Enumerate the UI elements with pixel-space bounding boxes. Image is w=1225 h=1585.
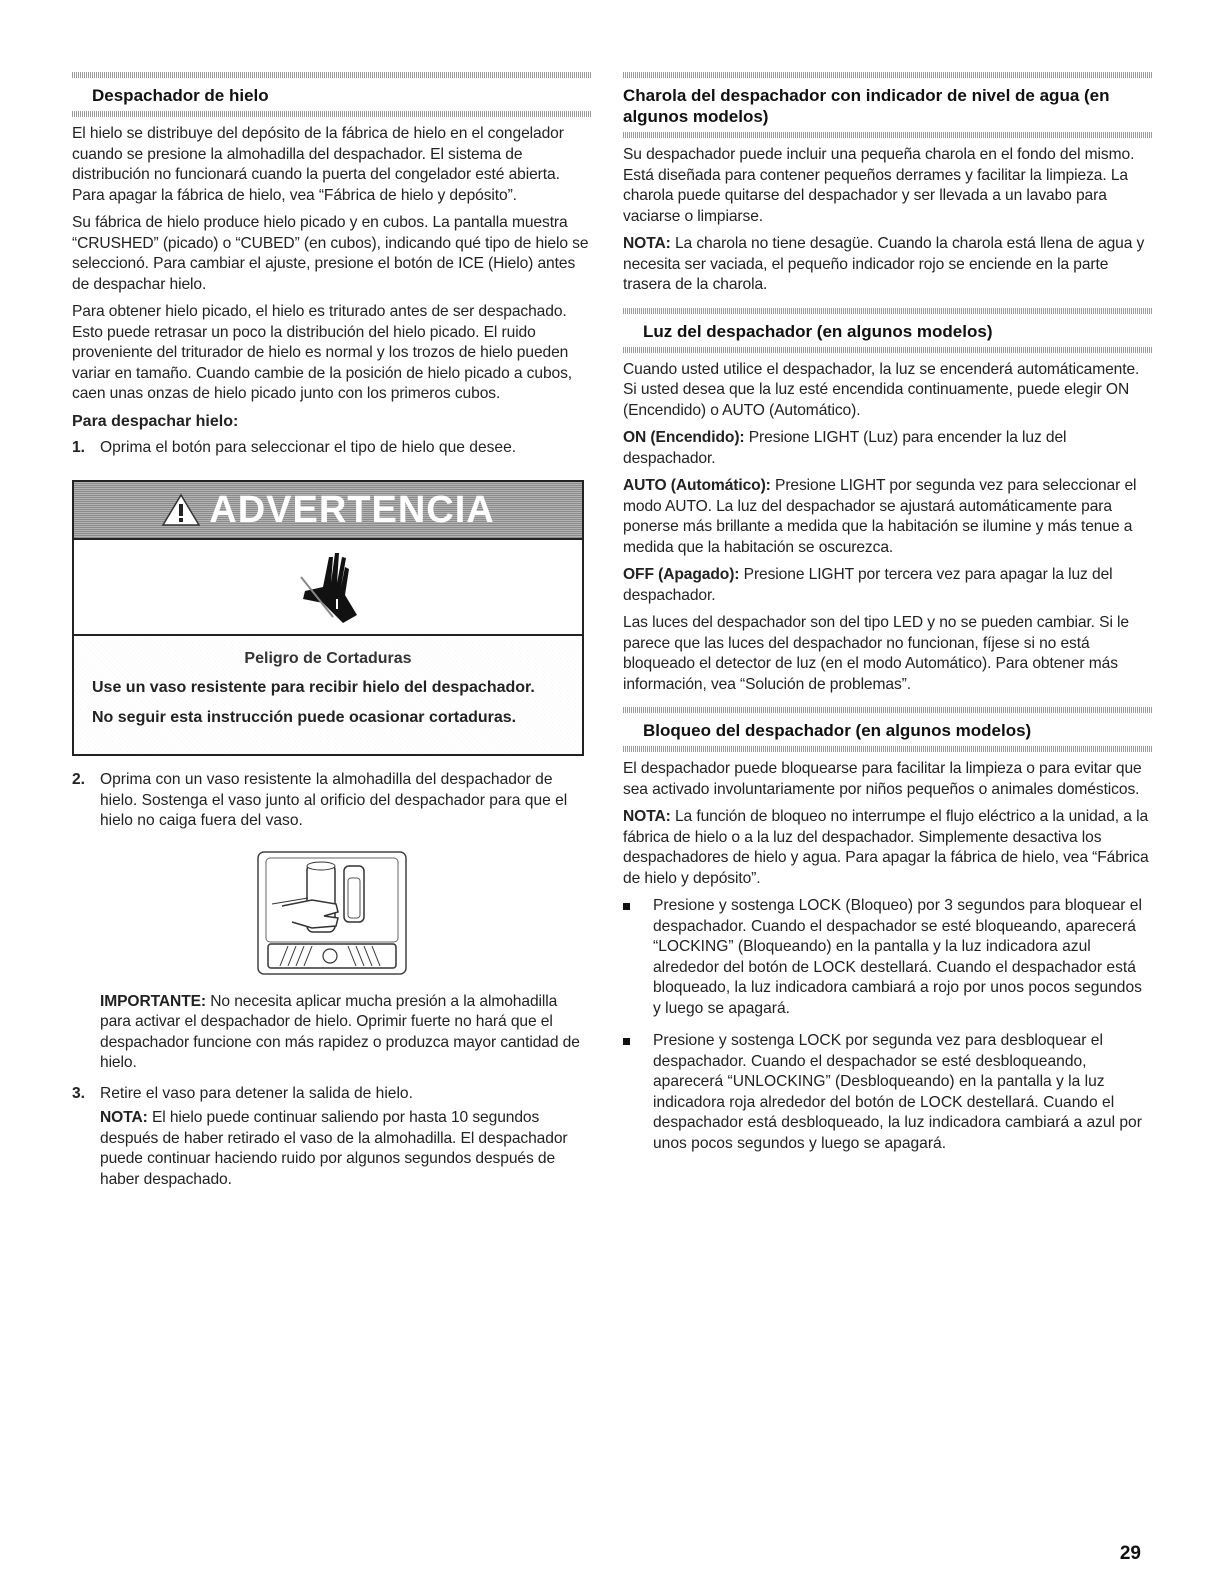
note-text: El hielo puede continuar saliendo por hasta 10 segundos después de haber retirado el vaso de la almohadilla. El despachador puede continuar haciendo ruido por algunos segundos después de haber despachado.: [100, 1109, 568, 1188]
subhead-dispense-ice: Para despachar hielo:: [72, 412, 239, 430]
step-number: 2.: [72, 771, 86, 788]
section-title-tray: Charola del despachador con indicador de nivel de agua (en algunos modelos): [623, 86, 1110, 126]
mode-text: Presione LIGHT (Luz) para encender la luz del despachador.: [623, 429, 1067, 467]
paragraph: Para obtener hielo picado, el hielo es triturado antes de ser despachado. Esto puede retrasar un poco la distribución del hielo picado. El ruido proveniente del triturador de hielo es normal y los trozos de hielo pueden variar en tamaño. Cuando cambie de la posición de hielo picado a cubos, caen unas onzas de hielo picado junto con los primeros cubos.: [72, 303, 573, 402]
mode-label: OFF (Apagado):: [623, 566, 740, 583]
note-text: La función de bloqueo no interrumpe el flujo eléctrico a la unidad, a la fábrica de hielo o a la luz del despachador. Simplemente desactiva los despachadores de hielo y agua. Para apagar la fábrica de hielo, vea “Fábrica de hielo y depósito”.: [623, 808, 1149, 887]
warning-box: [72, 480, 584, 756]
list-item-text: Presione y sostenga LOCK (Bloqueo) por 3 segundos para bloquear el despachador. Cuando el despachador se esté bloqueando, aparecerá “LOCKING” (Bloqueando) en la pantalla y la luz indicadora azul alrededor del botón de LOCK destellará. Cuando el despachador está bloqueado, la luz indicadora cambiará a rojo por unos pocos segundos y luego se apagará.: [653, 897, 1142, 1017]
warning-pictogram: [74, 540, 582, 636]
lock-note: [623, 807, 1153, 889]
step-2: [72, 770, 592, 832]
cut-hand-icon: [293, 547, 363, 627]
step-1: [72, 438, 592, 459]
section-title-ice-dispenser: Despachador de hielo: [92, 86, 269, 105]
bullet-icon: [623, 903, 630, 910]
section-header: [72, 85, 592, 106]
divider: [72, 111, 592, 117]
step-text: Oprima el botón para seleccionar el tipo de hielo que desee.: [100, 438, 517, 456]
important-note: [72, 992, 592, 1074]
step-number: 1.: [72, 438, 86, 456]
list-item-text: Presione y sostenga LOCK por segunda vez para desbloquear el despachador. Cuando el despachador se esté desbloqueando, aparecerá “UNLOCKING” (Desbloqueando) en la pantalla y la luz indicadora roja alrededor del botón de LOCK destellará. Cuando el despachador está desbloqueado, la luz indicadora cambiará a azul por unos pocos segundos y luego se apagará.: [653, 1032, 1142, 1152]
note-label: NOTA:: [100, 1109, 148, 1126]
divider: [623, 132, 1153, 138]
step-text: Retire el vaso para detener la salida de hielo.: [100, 1084, 413, 1102]
divider: [623, 746, 1153, 752]
paragraph: Las luces del despachador son del tipo LED y no se pueden cambiar. Si le parece que las luces del despachador no funcionan, fíjese si no está bloqueado el detector de luz (en el modo Automático). Para obtener más información, vea “Solución de problemas”.: [623, 614, 1129, 693]
section-header: [623, 85, 1153, 127]
step-number: 3.: [72, 1084, 86, 1102]
note-text: La charola no tiene desagüe. Cuando la charola está llena de agua y necesita ser vaciada, el pequeño indicador rojo se enciende en la parte trasera de la charola.: [623, 235, 1145, 293]
paragraph: El despachador puede bloquearse para facilitar la limpieza o para evitar que sea activado involuntariamente por niños pequeños o animales domésticos.: [623, 760, 1142, 798]
divider: [623, 707, 1153, 713]
warning-header: [74, 482, 582, 540]
divider: [623, 347, 1153, 353]
light-off-mode: [623, 565, 1153, 606]
light-auto-mode: [623, 476, 1153, 558]
section-header: [623, 321, 1153, 342]
paragraph: El hielo se distribuye del depósito de la fábrica de hielo en el congelador cuando se presione la almohadilla del despachador. El sistema de distribución no funcionará cuando la puerta del congelador esté abierta. Para apagar la fábrica de hielo, vea “Fábrica de hielo y depósito”.: [72, 125, 564, 204]
divider: [72, 72, 592, 78]
step-3-note: [72, 1108, 592, 1190]
left-column: [72, 72, 592, 1190]
warning-title: ADVERTENCIA: [209, 488, 495, 531]
mode-label: ON (Encendido):: [623, 429, 745, 446]
section-header: [623, 720, 1153, 741]
list-item: [623, 896, 1153, 1019]
paragraph: Su fábrica de hielo produce hielo picado y en cubos. La pantalla muestra “CRUSHED” (picado) o “CUBED” (en cubos), indicando qué tipo de hielo se seleccionó. Para cambiar el ajuste, presione el botón de ICE (Hielo) antes de despachar hielo.: [72, 214, 589, 293]
list-item: [623, 1031, 1153, 1154]
mode-text: Presione LIGHT por segunda vez para seleccionar el modo AUTO. La luz del despachador se ajustará automáticamente para ponerse más brillante a medida que la habitación se ilumine y más tenue a medida que la habitación se oscurezca.: [623, 477, 1137, 556]
mode-text: Presione LIGHT por tercera vez para apagar la luz del despachador.: [623, 566, 1113, 604]
tray-note: [623, 234, 1153, 296]
note-label: NOTA:: [623, 808, 671, 825]
warning-instruction: Use un vaso resistente para recibir hielo del despachador.: [92, 679, 535, 696]
warning-hazard: Peligro de Cortaduras: [244, 650, 412, 667]
warning-body: [74, 636, 582, 754]
section-title-lock: Bloqueo del despachador (en algunos modelos): [643, 721, 1032, 740]
divider: [623, 308, 1153, 314]
mode-label: AUTO (Automático):: [623, 477, 771, 494]
paragraph: Su despachador puede incluir una pequeña charola en el fondo del mismo. Está diseñada para contener pequeños derrames y facilitar la limpieza. La charola puede quitarse del despachador y ser llevada a un lavabo para vaciarse o limpiarse.: [623, 146, 1135, 225]
step-3: [72, 1084, 592, 1105]
important-text: No necesita aplicar mucha presión a la almohadilla para activar el despachador de hielo. Oprimir fuerte no hará que el despachador funcione con más rapidez o produzca mayor cantidad de hielo.: [100, 992, 580, 1071]
warning-triangle-icon: [161, 493, 201, 527]
glass-under-dispenser-illustration: [252, 848, 412, 978]
dispenser-illustration: [72, 848, 592, 978]
section-title-light: Luz del despachador (en algunos modelos): [643, 321, 993, 341]
note-label: NOTA:: [623, 235, 671, 252]
bullet-icon: [623, 1038, 630, 1045]
light-on-mode: [623, 428, 1153, 469]
page-number: 29: [1119, 1543, 1141, 1564]
warning-consequence: No seguir esta instrucción puede ocasionar cortaduras.: [92, 709, 517, 726]
step-text: Oprima con un vaso resistente la almohadilla del despachador de hielo. Sostenga el vaso junto al orificio del despachador para que el hielo no caiga fuera del vaso.: [100, 771, 568, 829]
divider: [623, 72, 1153, 78]
right-column: [623, 72, 1153, 1154]
paragraph: Cuando usted utilice el despachador, la luz se encenderá automáticamente. Si usted desea que la luz esté encendida continuamente, puede elegir ON (Encendido) o AUTO (Automático).: [623, 360, 1140, 419]
important-label: IMPORTANTE:: [100, 992, 207, 1010]
